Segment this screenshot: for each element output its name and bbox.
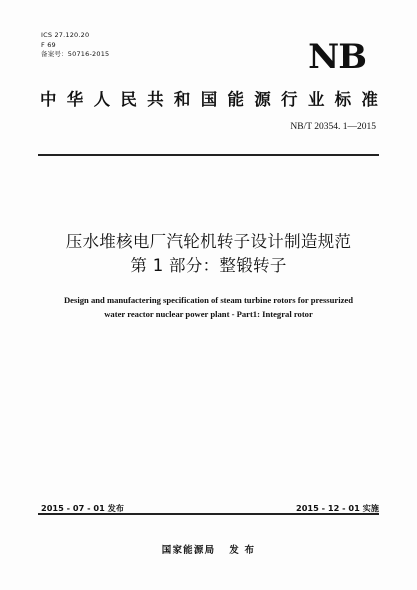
bottom-divider [38, 513, 379, 515]
standard-name-char: 中 [40, 90, 57, 109]
standard-category-title [40, 90, 378, 110]
ccs-code: F 69 [41, 41, 56, 49]
standard-name-char: 业 [307, 90, 325, 109]
top-divider [38, 154, 379, 156]
filing-number: 备案号：50716-2015 [41, 50, 110, 58]
standard-name-char: 准 [361, 90, 378, 109]
standard-name-char: 共 [147, 90, 164, 109]
publisher-line [0, 545, 417, 557]
nb-logo: NB [308, 37, 366, 77]
standard-name-char: 民 [120, 90, 137, 109]
standard-name-char: 标 [334, 90, 352, 109]
standard-name-char: 行 [281, 90, 298, 109]
title-en-line1: Design and manufactering specification of steam turbine rotors for pressurized [63, 295, 354, 305]
title-cn-line2: 第 1 部分：整锻转子 [130, 256, 287, 275]
standard-name-char: 能 [227, 90, 244, 109]
standard-name-char: 华 [66, 90, 84, 109]
title-en-line2: water reactor nuclear power plant - Part1: Integral rotor [104, 309, 313, 319]
publish-word: 发 布 [229, 545, 256, 556]
standard-name-char: 和 [173, 90, 191, 109]
standard-name-char: 源 [254, 90, 271, 109]
standard-name-char: 人 [93, 90, 111, 109]
title-cn-line1: 压水堆核电厂汽轮机转子设计制造规范 [65, 232, 352, 251]
publisher-name: 国家能源局 [161, 545, 216, 556]
ics-code: ICS 27.120.20 [41, 31, 90, 39]
implementation-date: 2015 - 12 - 01 实施 [296, 503, 379, 513]
standard-name-char: 国 [200, 90, 218, 109]
standard-number: NB/T 20354. 1—2015 [290, 122, 376, 132]
issue-date: 2015 - 07 - 01 发布 [41, 503, 124, 513]
